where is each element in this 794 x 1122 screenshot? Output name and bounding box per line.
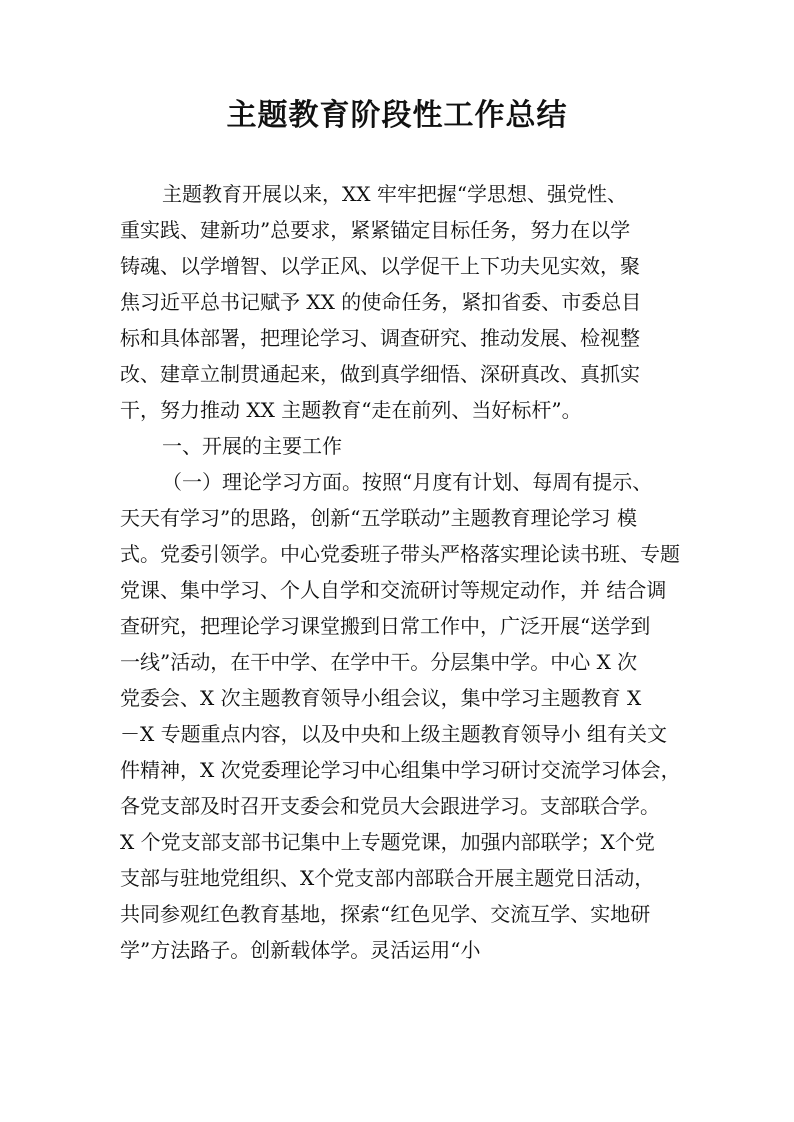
- paragraph-line: －X 专题重点内容，以及中央和上级主题教育领导小 组有关文: [120, 722, 667, 746]
- paragraph-line: 党课、集中学习、个人自学和交流研讨等规定动作，并 结合调: [120, 578, 667, 602]
- paragraph-line: 件精神，X 次党委理论学习中心组集中学习研讨交流学习体会，: [120, 758, 681, 782]
- paragraph-line: 学”方法路子。创新载体学。灵活运用“小: [120, 938, 481, 962]
- paragraph-line: 标和具体部署，把理论学习、调查研究、推动发展、检视整: [120, 326, 640, 350]
- paragraph-line: （一）理论学习方面。按照“月度有计划、每周有提示、: [162, 470, 653, 494]
- paragraph-line: 一线”活动，在干中学、在学中干。分层集中学。中心 X 次: [120, 650, 638, 674]
- paragraph-line: 天天有学习”的思路，创新“五学联动”主题教育理论学习 模: [120, 506, 638, 530]
- paragraph-line: 铸魂、以学增智、以学正风、以学促干上下功夫见实效，聚: [120, 254, 640, 278]
- paragraph-line: 各党支部及时召开支委会和党员大会跟进学习。支部联合学。: [120, 794, 660, 818]
- paragraph-line: 改、建章立制贯通起来，做到真学细悟、深研真改、真抓实: [120, 362, 640, 386]
- paragraph-line: 党委会、X 次主题教育领导小组会议，集中学习主题教育 X: [120, 686, 642, 710]
- paragraph-line: 焦习近平总书记赋予 XX 的使命任务，紧扣省委、市委总目: [120, 290, 642, 314]
- paragraph-line: 干，努力推动 XX 主题教育“走在前列、当好标杆”。: [120, 398, 582, 422]
- section-heading: 一、开展的主要工作: [162, 434, 342, 458]
- paragraph-line: 主题教育开展以来，XX 牢牢把握“学思想、强党性、: [162, 182, 628, 206]
- paragraph-line: 式。党委引领学。中心党委班子带头严格落实理论读书班、专题: [120, 542, 680, 566]
- paragraph-line: 支部与驻地党组织、X个党支部内部联合开展主题党日活动，: [120, 866, 655, 890]
- paragraph-line: 重实践、建新功”总要求，紧紧锚定目标任务，努力在以学: [120, 218, 631, 242]
- document-title: 主题教育阶段性工作总结: [226, 98, 568, 133]
- paragraph-line: X 个党支部支部书记集中上专题党课，加强内部联学；X个党: [120, 830, 655, 854]
- paragraph-line: 共同参观红色教育基地，探索“红色见学、交流互学、实地研: [120, 902, 651, 926]
- paragraph-line: 查研究，把理论学习课堂搬到日常工作中，广泛开展“送学到: [120, 614, 651, 638]
